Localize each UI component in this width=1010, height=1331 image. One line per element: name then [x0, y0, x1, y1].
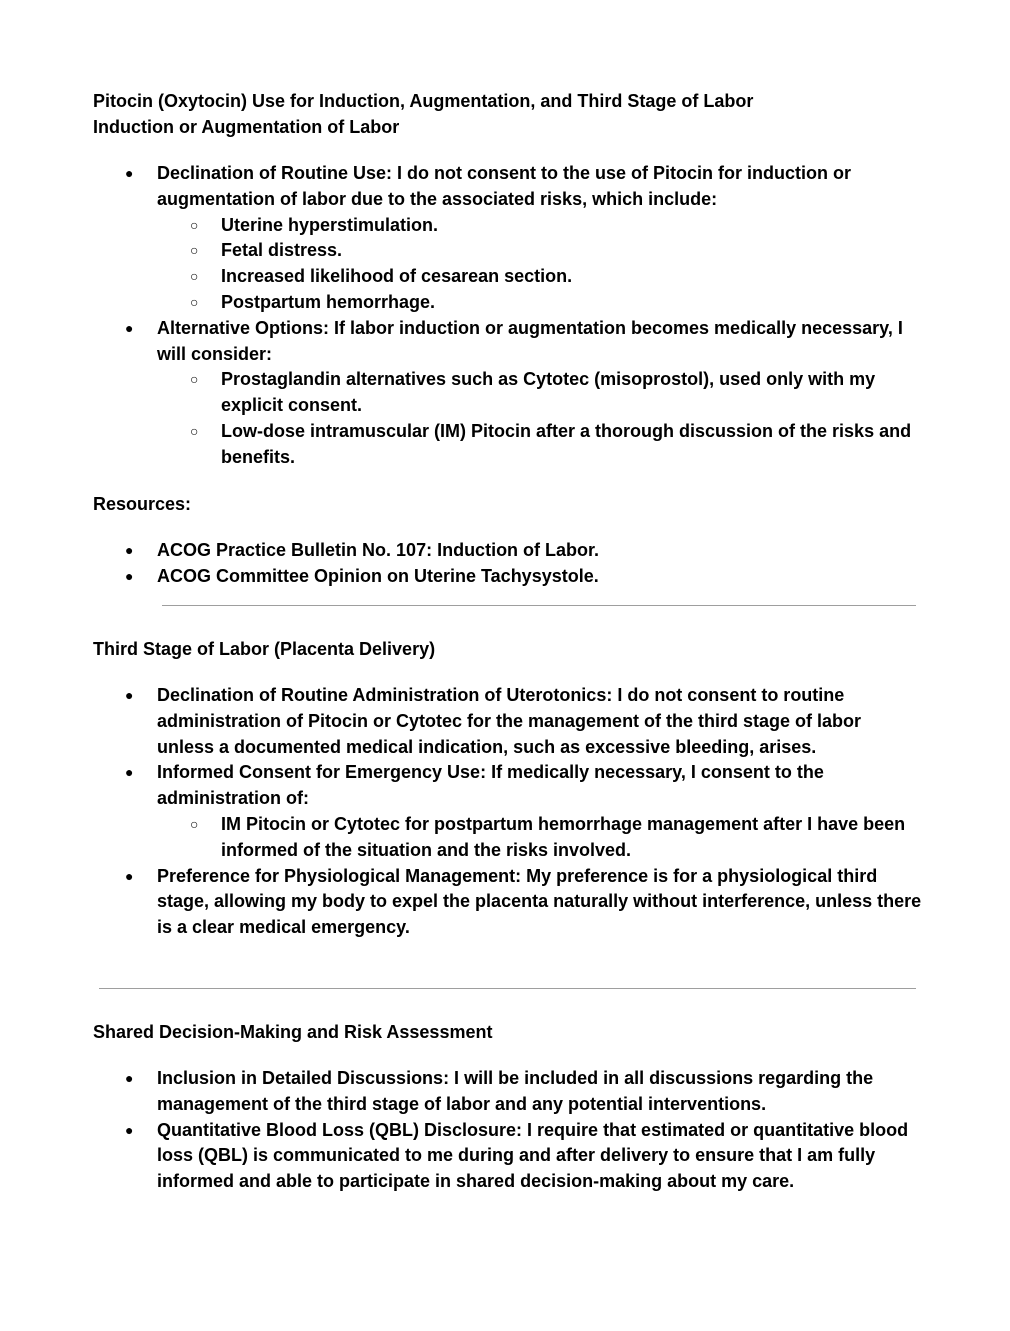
section-title-resources: Resources:: [93, 494, 192, 514]
list-item-declination-uterotonics: ● Declination of Routine Administration of Uterotonics: I do not consent to routine administration of Pitocin or Cytotec for the management of the third stage of labor unless a documented medical indication, such as excessive bleeding, arises.: [93, 683, 923, 760]
horizontal-divider: [162, 605, 916, 606]
list-item-emergency-consent: [93, 760, 923, 863]
sublist-item: ○ Uterine hyperstimulation.: [157, 213, 923, 239]
section-title-pitocin: Pitocin (Oxytocin) Use for Induction, Augmentation, and Third Stage of Labor: [93, 91, 754, 111]
list-item-qbl-disclosure: ● Quantitative Blood Loss (QBL) Disclosure: I require that estimated or quantitative blood loss (QBL) is communicated to me during and after delivery to ensure that I am fully informed and able to participate in shared decision-making about my care.: [93, 1118, 923, 1195]
list-item-alternative-options: [93, 316, 923, 471]
list-item-physiological-preference: ● Preference for Physiological Management: My preference is for a physiological third stage, allowing my body to expel the placenta naturally without interference, unless there is a clear medical emergency.: [93, 864, 923, 941]
list-item-resource: ● ACOG Committee Opinion on Uterine Tachysystole.: [93, 564, 923, 590]
resources-list: [93, 538, 923, 590]
sublist-item: ○ Postpartum hemorrhage.: [157, 290, 923, 316]
list-item-text: Declination of Routine Use: I do not consent to the use of Pitocin for induction or augmentation of labor due to the associated risks, which include:: [157, 163, 851, 209]
risk-sublist: [157, 213, 923, 316]
sublist-item: ○ Fetal distress.: [157, 238, 923, 264]
shared-decision-list: [93, 1066, 923, 1195]
section-title-shared-decision: Shared Decision-Making and Risk Assessment: [93, 1022, 493, 1042]
list-item-resource: ● ACOG Practice Bulletin No. 107: Induction of Labor.: [93, 538, 923, 564]
emergency-sublist: [157, 812, 923, 864]
sublist-item: ○ Prostaglandin alternatives such as Cytotec (misoprostol), used only with my explicit consent.: [157, 367, 923, 419]
sublist-item: ○ Increased likelihood of cesarean section.: [157, 264, 923, 290]
list-item-text: Informed Consent for Emergency Use: If medically necessary, I consent to the administration of:: [157, 762, 824, 809]
section-title-third-stage: Third Stage of Labor (Placenta Delivery): [93, 639, 436, 659]
list-item-text: Alternative Options: If labor induction or augmentation becomes medically necessary, I will consider:: [157, 317, 903, 364]
sublist-item: ○ IM Pitocin or Cytotec for postpartum hemorrhage management after I have been informed of the situation and the risks involved.: [157, 812, 923, 864]
pitocin-list: [93, 161, 923, 471]
third-stage-list: [93, 683, 923, 941]
list-item-declination-routine-use: [93, 161, 923, 316]
sublist-item: ○ Low-dose intramuscular (IM) Pitocin after a thorough discussion of the risks and benefits.: [157, 419, 923, 471]
horizontal-divider: [99, 988, 916, 989]
alternatives-sublist: [157, 367, 923, 470]
section-subtitle-induction: Induction or Augmentation of Labor: [93, 117, 400, 137]
list-item-inclusion: ● Inclusion in Detailed Discussions: I will be included in all discussions regarding the management of the third stage of labor and any potential interventions.: [93, 1066, 923, 1118]
